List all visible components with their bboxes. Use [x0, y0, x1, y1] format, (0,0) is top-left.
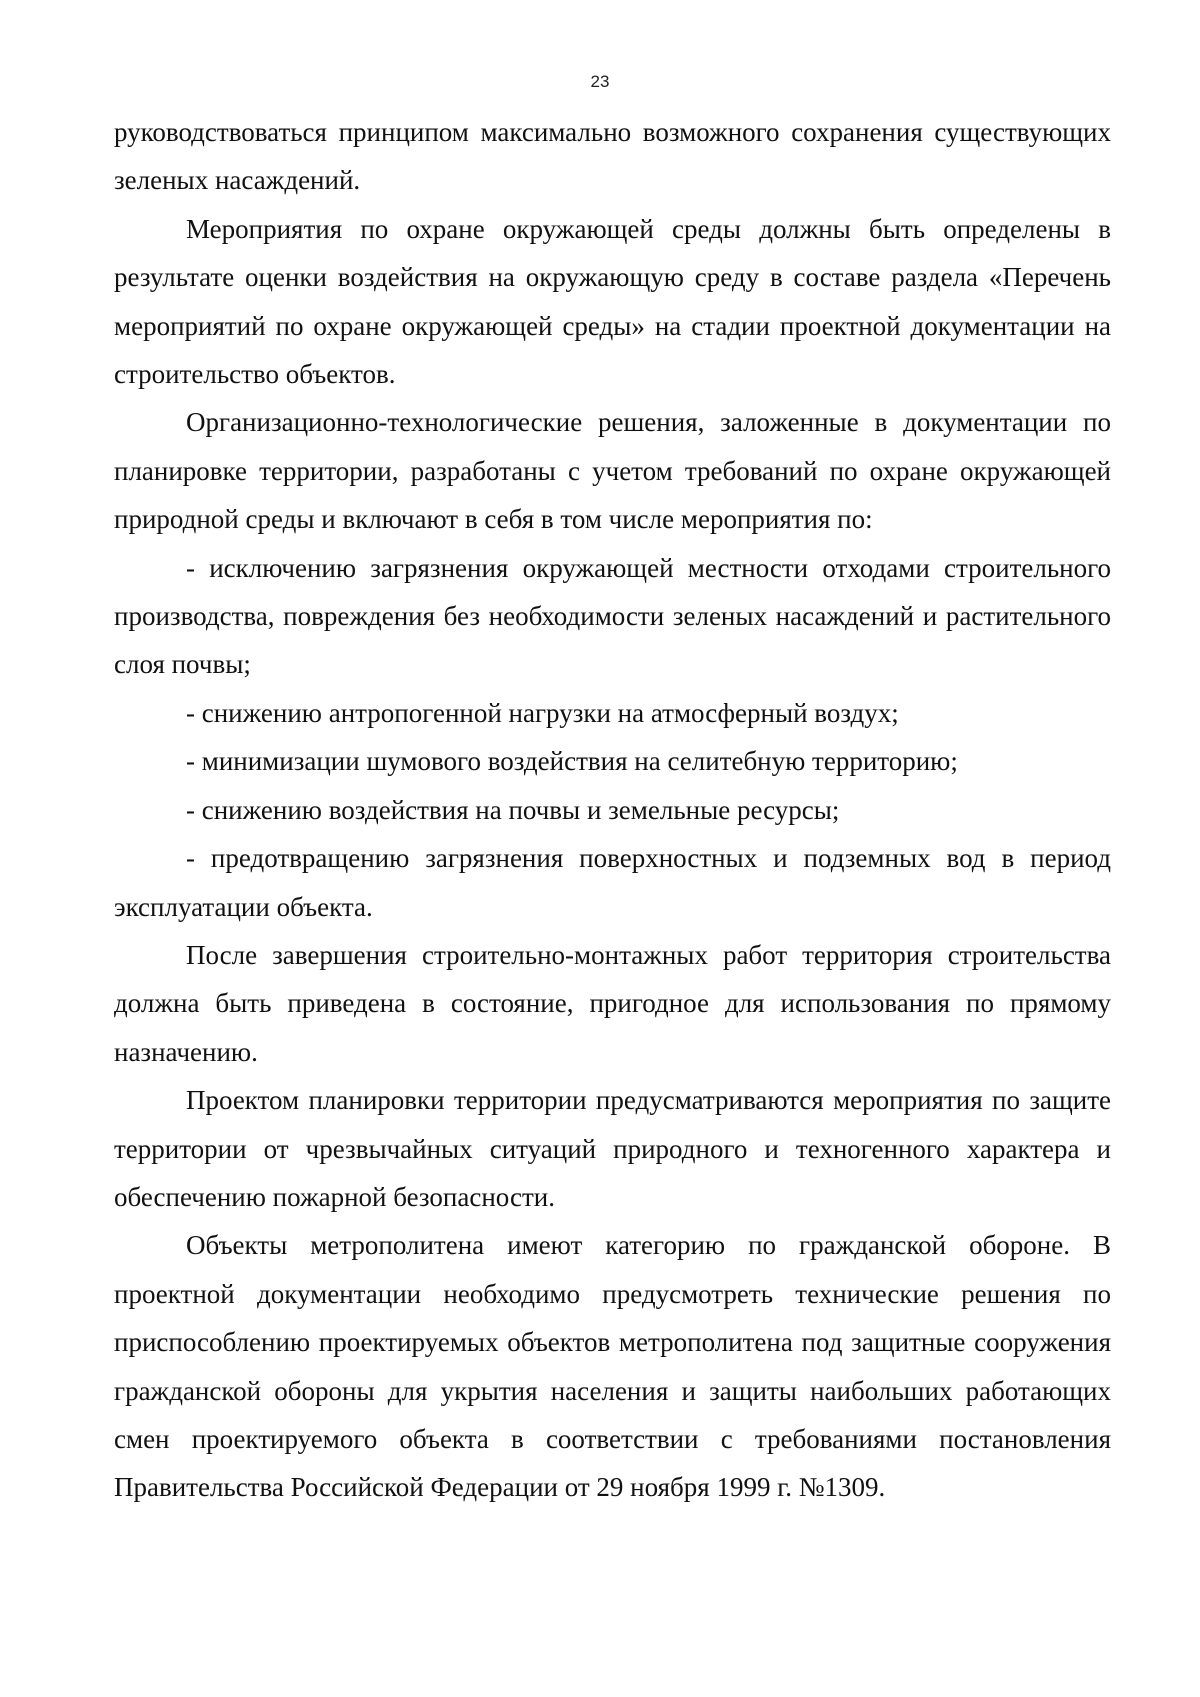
list-item-soil: - снижению воздействия на почвы и земельные ресурсы; — [186, 794, 840, 825]
paragraph-civil-defense: Объекты метрополитена имеют категорию по гражданской обороне. В проектной документации необходимо предусмотреть технические решения по приспособлению проектируемых объектов метрополитена под защитные сооружения гражданской обороны для укрытия населения и защиты наибольших работающих смен проектируемого объекта в соответствии с требованиями постановления Правительства Российской Федерации от 29 ноября 1999 г. №1309. — [114, 1230, 1111, 1503]
paragraph-continuation: руководствоваться принципом максимально возможного сохранения существующих зеленых насаждений. — [114, 117, 1111, 196]
list-item-water: - предотвращению загрязнения поверхностных и подземных вод в период эксплуатации объекта. — [114, 843, 1111, 922]
list-item-air-load: - снижению антропогенной нагрузки на атмосферный воздух; — [186, 697, 899, 728]
page-number: 23 — [590, 72, 610, 91]
paragraph-environmental-measures: Мероприятия по охране окружающей среды должны быть определены в результате оценки воздействия на окружающую среду в составе раздела «Перечень мероприятий по охране окружающей среды» на стадии проектной документации на строительство объектов. — [114, 213, 1111, 390]
paragraph-after-construction: После завершения строительно-монтажных работ территория строительства должна быть приведена в состояние, пригодное для использования по прямому назначению. — [114, 939, 1111, 1067]
list-item-waste-pollution: - исключению загрязнения окружающей местности отходами строительного производства, повреждения без необходимости зеленых насаждений и растительного слоя почвы; — [114, 552, 1111, 680]
list-item-noise: - минимизации шумового воздействия на селитебную территорию; — [186, 746, 958, 777]
paragraph-organizational-solutions: Организационно-технологические решения, заложенные в документации по планировке территории, разработаны с учетом требований по охране окружающей природной среды и включают в себя в том числе мероприятия по: — [114, 407, 1111, 535]
document-body — [114, 108, 1111, 1512]
paragraph-emergency-protection: Проектом планировки территории предусматриваются мероприятия по защите территории от чрезвычайных ситуаций природного и техногенного характера и обеспечению пожарной безопасности. — [114, 1085, 1111, 1212]
